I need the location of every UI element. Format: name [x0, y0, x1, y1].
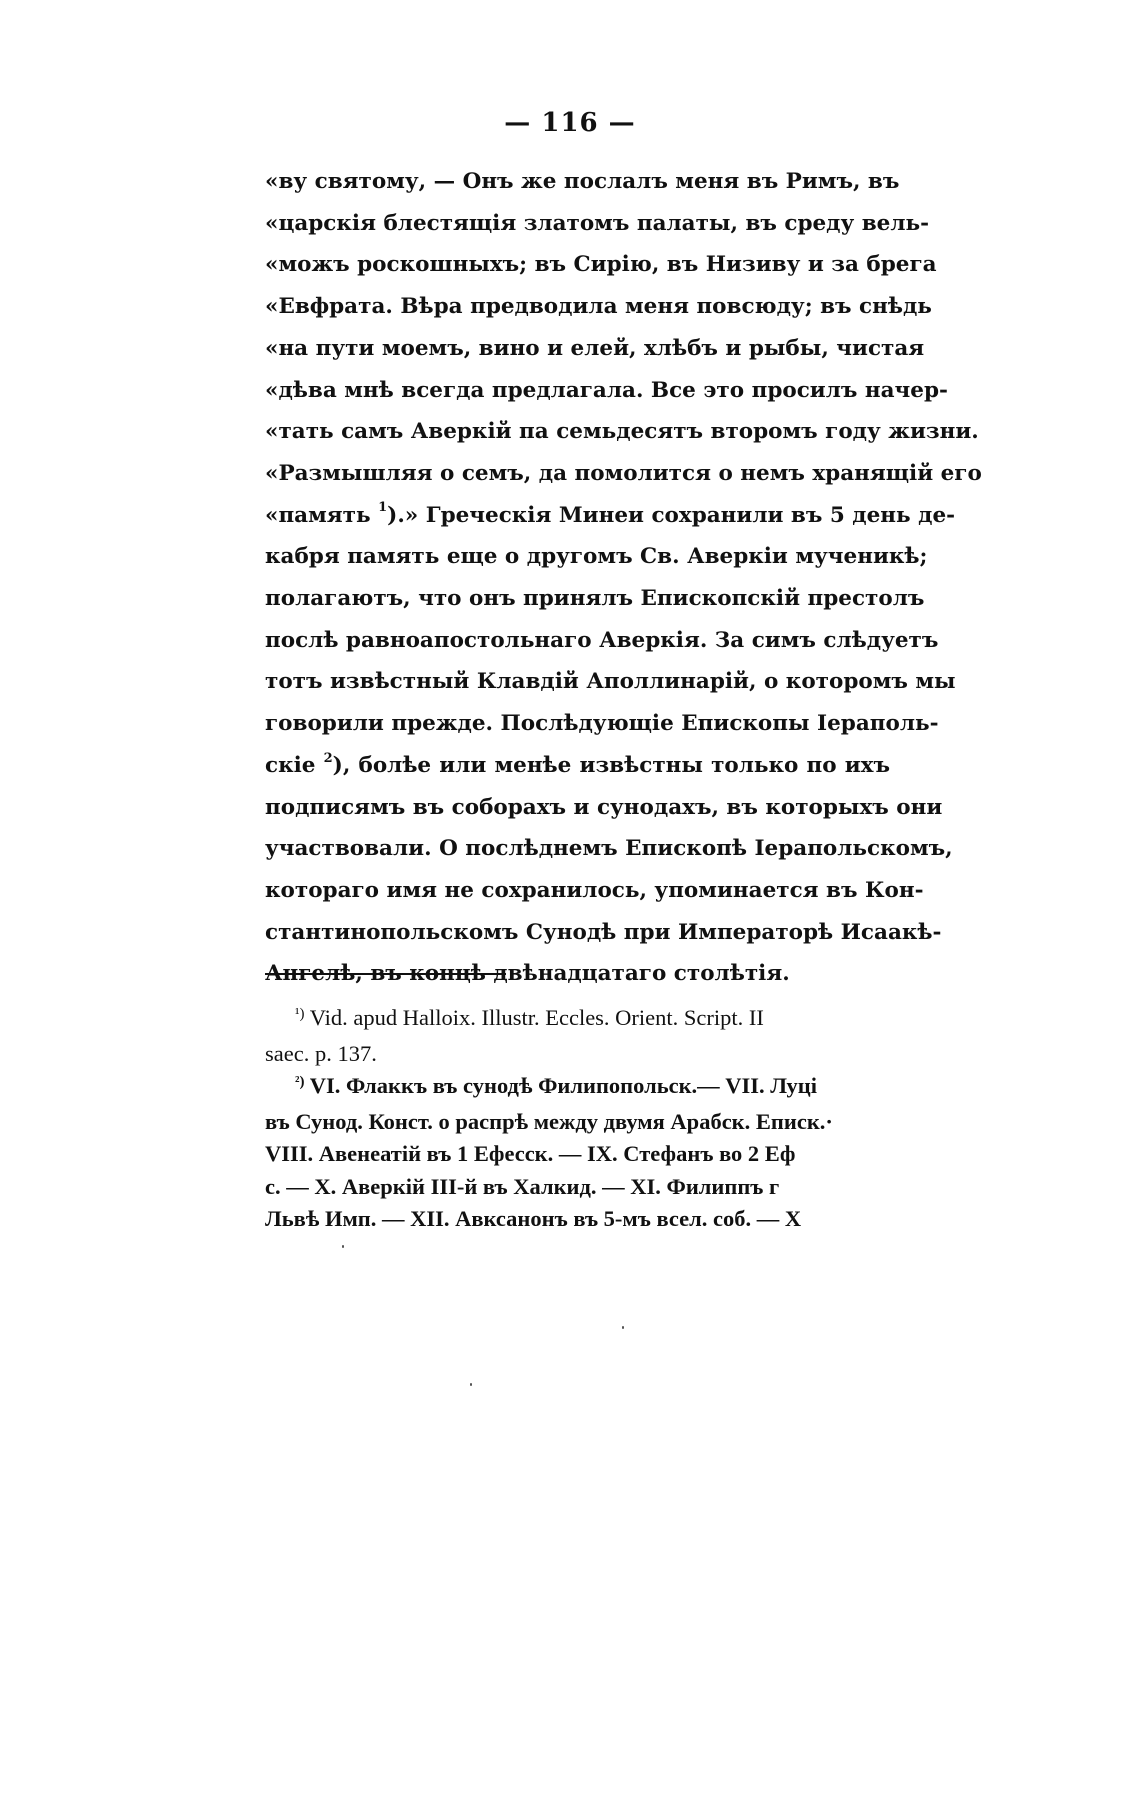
text-line: подписямъ въ соборахъ и сунодахъ, въ которыхъ они — [265, 794, 943, 820]
text-segment: ).» Греческія Минеи сохранили въ 5 день де- — [387, 502, 956, 528]
footnote-text: Львѣ Имп. — XII. Авксанонъ въ 5-мъ всел. соб. — X — [265, 1206, 802, 1231]
footnote-text: saec. p. 137. — [265, 1040, 377, 1066]
footnote-text: въ Сунод. Конст. о распрѣ между двумя Арабск. Еписк.· — [265, 1108, 833, 1134]
text-segment: ), болѣе или менѣе извѣстны только по ихъ — [332, 752, 890, 778]
text-line: «царскія блестящія златомъ палаты, въ среду вель- — [265, 210, 930, 236]
footnote-text: Vid. apud Halloix. Illustr. Eccles. Orient. Script. II — [309, 1005, 764, 1030]
text-line: полагаютъ, что онъ принялъ Епископскій престолъ — [265, 586, 925, 612]
footnote-ref-2[interactable]: 2 — [323, 750, 333, 766]
text-line: участвовали. О послѣднемъ Епископѣ Іерапольскомъ, — [265, 836, 953, 862]
footnotes-block — [265, 1002, 890, 1236]
footnote-2-first-line — [265, 1070, 890, 1106]
text-line: «ву святому, — Онъ же послалъ меня въ Римъ, въ — [265, 169, 900, 194]
text-line: тотъ извѣстный Клавдій Аполлинарій, о которомъ мы — [265, 669, 956, 695]
footnote-separator-rule — [265, 973, 506, 975]
print-speck — [470, 1383, 472, 1386]
main-text-block — [265, 161, 982, 995]
text-line: «Евфрата. Вѣра предводила меня повсюду; въ снѣдь — [265, 294, 932, 320]
text-line-with-note-ref — [265, 745, 890, 787]
text-line: «на пути моемъ, вино и елей, хлѣбъ и рыбы, чистая — [265, 335, 925, 361]
text-line: стантинопольскомъ Сунодѣ при Императорѣ Исаакѣ- — [265, 919, 942, 945]
page-number: — 116 — — [504, 108, 636, 138]
footnote-text: с. — X. Аверкій III-й въ Халкид. — XI. Филиппъ г — [265, 1173, 780, 1199]
text-segment: «память — [265, 502, 371, 528]
text-line-with-note-ref — [265, 495, 956, 537]
text-line: «тать самъ Аверкій па семьдесятъ второмъ году жизни. — [265, 419, 979, 445]
text-line: «можъ роскошныхъ; въ Сирію, въ Низиву и за брега — [265, 252, 937, 278]
footnote-1-first-line — [265, 1002, 890, 1038]
text-line: говорили прежде. Послѣдующіе Епископы Іераполь- — [265, 711, 939, 737]
text-line: послѣ равноапостольнаго Аверкія. За симъ слѣдуетъ — [265, 627, 939, 653]
footnote-marker-2: ²) — [295, 1074, 305, 1090]
footnote-text: VIII. Авенеатій въ 1 Ефесск. — IX. Стефанъ во 2 Еф — [265, 1141, 796, 1166]
footnote-marker-1: ¹) — [295, 1006, 305, 1022]
print-speck — [342, 1245, 344, 1248]
text-segment: скіе — [265, 752, 316, 778]
text-line: котораго имя не сохранилось, упоминается въ Кон- — [265, 877, 924, 903]
text-line: «Размышляя о семъ, да помолится о немъ хранящій его — [265, 460, 982, 486]
footnote-ref-1[interactable]: 1 — [378, 500, 388, 516]
text-line: кабря память еще о другомъ Св. Аверкіи мученикѣ; — [265, 544, 928, 570]
print-speck — [622, 1326, 624, 1329]
text-line: Ангелѣ, въ концѣ двѣнадцатаго столѣтія. — [265, 961, 790, 987]
footnote-text: VI. Флаккъ въ сунодѣ Филипопольск.— VII. Луці — [309, 1073, 817, 1098]
text-line: «дѣва мнѣ всегда предлагала. Все это просилъ начер- — [265, 377, 948, 403]
